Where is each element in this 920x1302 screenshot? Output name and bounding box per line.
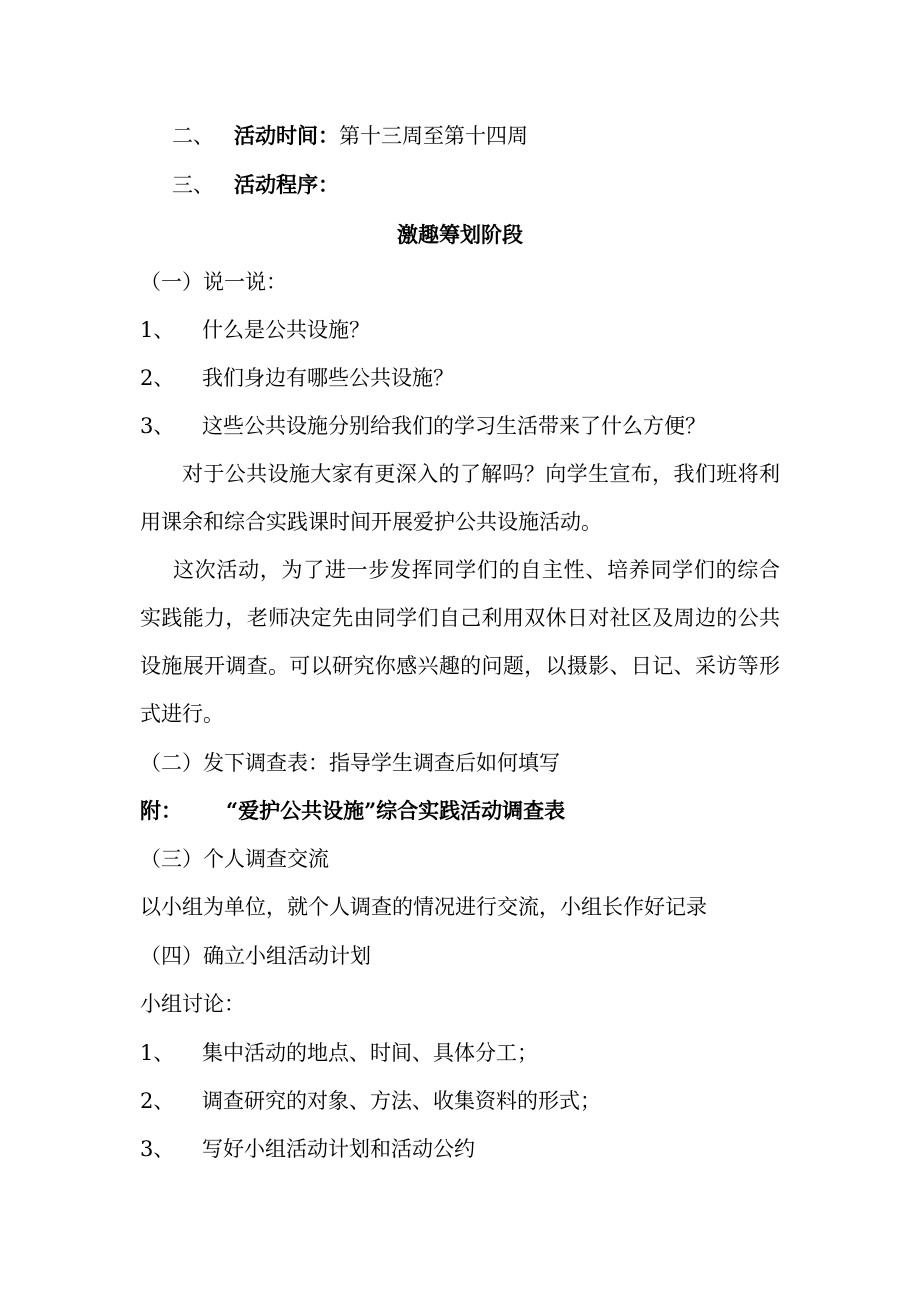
item-number: 3、 — [140, 414, 175, 438]
part2-heading: （二）发下调查表：指导学生调查后如何填写 — [140, 751, 560, 775]
part4-heading: （四）确立小组活动计划 — [140, 944, 371, 968]
section-label: 活动时间： — [234, 123, 339, 148]
list-item — [140, 316, 370, 344]
section-number: 二、 — [172, 124, 214, 148]
list-item — [140, 1039, 538, 1067]
list-item — [140, 1135, 475, 1163]
appendix-label: 附： — [140, 798, 182, 823]
item-text: 我们身边有哪些公共设施？ — [202, 366, 454, 390]
list-item — [140, 364, 454, 392]
item-number: 2、 — [140, 1089, 175, 1113]
stage-title: 激趣筹划阶段 — [397, 222, 523, 247]
item-text: 集中活动的地点、时间、具体分工； — [202, 1041, 538, 1065]
appendix-title: “爱护公共设施”综合实践活动调查表 — [226, 798, 566, 823]
item-number: 2、 — [140, 366, 175, 390]
part4-intro: 小组讨论： — [140, 992, 245, 1016]
section-procedure — [172, 171, 339, 199]
section-label: 活动程序： — [234, 172, 339, 197]
list-item — [140, 412, 706, 440]
item-number: 1、 — [140, 1041, 175, 1065]
appendix-line — [140, 797, 565, 825]
part3-heading: （三）个人调查交流 — [140, 847, 329, 871]
item-text: 这些公共设施分别给我们的学习生活带来了什么方便？ — [202, 414, 706, 438]
item-number: 3、 — [140, 1137, 175, 1161]
item-text: 什么是公共设施？ — [202, 318, 370, 342]
section-value: 第十三周至第十四周 — [339, 124, 528, 148]
paragraph-intro: 对于公共设施大家有更深入的了解吗？向学生宣布，我们班将利用课余和综合实践课时间开展爱护公共设施活动。 — [140, 462, 780, 534]
paragraph-activity: 这次活动，为了进一步发挥同学们的自主性、培养同学们的综合实践能力，老师决定先由同学们自己利用双休日对社区及周边的公共设施展开调查。可以研究你感兴趣的问题，以摄影、日记、采访等形式进行。 — [140, 558, 780, 726]
section-time — [172, 122, 528, 150]
item-number: 1、 — [140, 318, 175, 342]
item-text: 写好小组活动计划和活动公约 — [202, 1137, 475, 1161]
list-item — [140, 1087, 601, 1115]
section-number: 三、 — [172, 173, 214, 197]
item-text: 调查研究的对象、方法、收集资料的形式； — [202, 1089, 601, 1113]
part3-text: 以小组为单位，就个人调查的情况进行交流，小组长作好记录 — [140, 895, 707, 919]
part1-heading: （一）说一说： — [140, 270, 287, 294]
